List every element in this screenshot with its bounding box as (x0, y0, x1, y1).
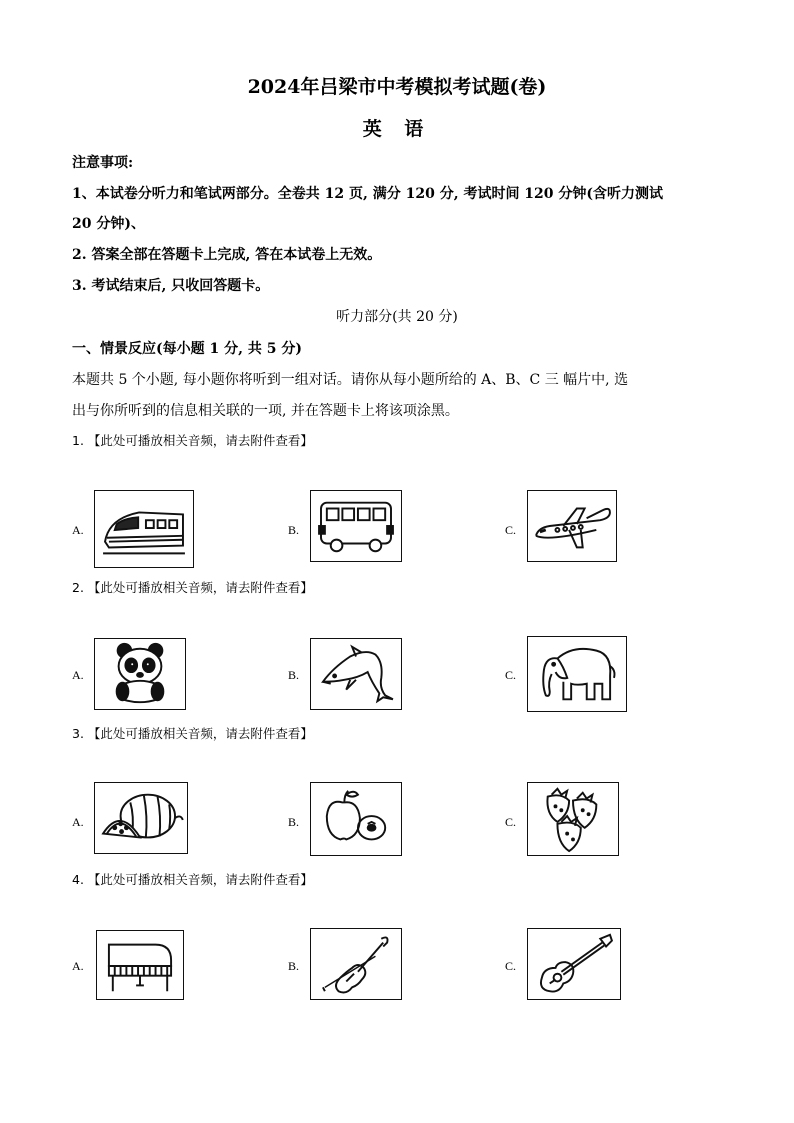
elephant-icon[interactable] (527, 636, 627, 712)
section-1-title: 一、情景反应(每小题 1 分, 共 5 分) (72, 341, 302, 357)
instruction-line-2: 出与你所听到的信息相关联的一项, 并在答题卡上将该项涂黑。 (72, 403, 459, 419)
q1-option-c-label: C. (505, 523, 517, 537)
q4-option-b-label: B. (288, 959, 300, 973)
q3-option-a-label: A. (72, 815, 84, 829)
notice-item-3: 3. 考试结束后, 只收回答题卡。 (72, 278, 270, 294)
apple-icon[interactable] (310, 782, 402, 856)
q1-option-a-label: A. (72, 523, 84, 537)
q4-option-c-label: C. (505, 959, 517, 973)
subject-title: 英 语 (362, 118, 432, 140)
airplane-icon[interactable] (527, 490, 617, 562)
train-icon[interactable] (94, 490, 194, 568)
question-2-label[interactable]: 2. 【此处可播放相关音频，请去附件查看】 (72, 580, 313, 595)
instruction-line-1: 本题共 5 个小题, 每小题你将听到一组对话。请你从每小题所给的 A、B、C 三 幅片中, 选 (72, 372, 629, 388)
listening-heading: 听力部分(共 20 分) (336, 309, 458, 325)
piano-icon[interactable] (96, 930, 184, 1000)
notice-item-2: 2. 答案全部在答题卡上完成, 答在本试卷上无效。 (72, 247, 382, 263)
strawberry-icon[interactable] (527, 782, 619, 856)
dolphin-icon[interactable] (310, 638, 402, 710)
violin-icon[interactable] (310, 928, 402, 1000)
question-1-label[interactable]: 1. 【此处可播放相关音频，请去附件查看】 (72, 433, 313, 448)
notice-item-1: 1、本试卷分听力和笔试两部分。全卷共 12 页, 满分 120 分, 考试时间 120 分钟(含听力测试 (72, 186, 664, 202)
q2-option-c-label: C. (505, 668, 517, 682)
notice-heading: 注意事项: (72, 155, 134, 171)
guitar-icon[interactable] (527, 928, 621, 1000)
panda-icon[interactable] (94, 638, 186, 710)
q4-option-a-label: A. (72, 959, 84, 973)
question-3-label[interactable]: 3. 【此处可播放相关音频，请去附件查看】 (72, 726, 313, 741)
question-4-label[interactable]: 4. 【此处可播放相关音频，请去附件查看】 (72, 872, 313, 887)
q2-option-b-label: B. (288, 668, 300, 682)
exam-title: 2024年吕梁市中考模拟考试题(卷) (247, 76, 547, 98)
q2-option-a-label: A. (72, 668, 84, 682)
q3-option-b-label: B. (288, 815, 300, 829)
q3-option-c-label: C. (505, 815, 517, 829)
notice-item-1-cont: 20 分钟)、 (72, 216, 145, 232)
watermelon-icon[interactable] (94, 782, 188, 854)
bus-icon[interactable] (310, 490, 402, 562)
q1-option-b-label: B. (288, 523, 300, 537)
